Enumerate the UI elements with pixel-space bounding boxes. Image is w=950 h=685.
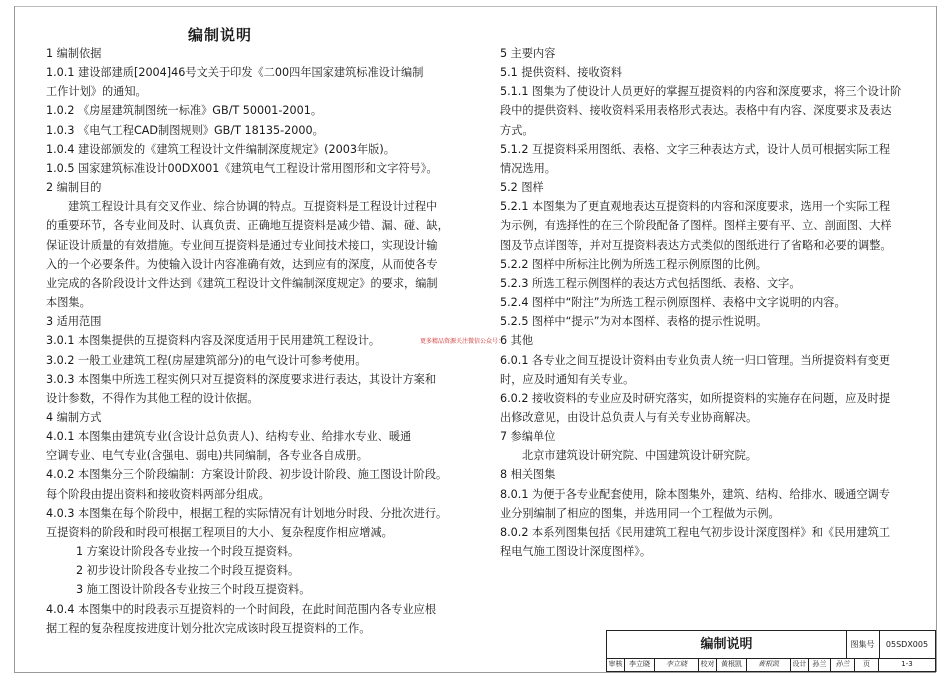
watermark-text: 更多精品资源关注微信公众号： <box>420 338 505 345</box>
proof-label: 校对 <box>699 658 717 671</box>
review-label: 审核 <box>607 658 625 671</box>
frame-right-line <box>936 6 937 672</box>
reviewer-name: 李立晓 <box>625 658 655 671</box>
text-line: 4 编制方式 <box>46 410 102 424</box>
text-line: 程电气施工图设计深度图样》。 <box>500 545 652 559</box>
design-label: 设计 <box>791 658 809 671</box>
text-line: 保证设计质量的有效措施。专业间互提资料是通过专业间技术接口，实现设计输 <box>46 238 438 252</box>
text-line: 互提资料的阶段和时段可根据工程项目的大小、复杂程度作相应增减。 <box>46 525 393 539</box>
text-line: 1 编制依据 <box>46 47 102 60</box>
text-line: 时，应及时通知有关专业。 <box>500 372 635 386</box>
atlas-number-label: 图集号 <box>846 631 880 659</box>
page-label: 页 <box>855 658 879 671</box>
title-block <box>606 630 936 672</box>
text-line: 为示例，有选择性的在三个阶段配备了图样。图样主要有平、立、剖面图、大样 <box>500 219 892 233</box>
text-line: 7 参编单位 <box>500 430 556 444</box>
text-line: 8.0.2 本系列图集包括《民用建筑工程电气初步设计深度图样》和《民用建筑工 <box>500 525 891 539</box>
signature-row <box>607 658 935 671</box>
text-line: 工作计划》的通知。 <box>46 85 147 99</box>
text-line: 2 初步设计阶段各专业按二个时段互提资料。 <box>76 564 300 578</box>
text-line: 业完成的各阶段设计文件达到《建筑工程设计文件编制深度规定》的要求，编制 <box>46 276 438 290</box>
text-line: 建筑工程设计具有交叉作业、综合协调的特点。互提资料是工程设计过程中 <box>68 200 438 214</box>
text-line: 空调专业、电气专业(含强电、弱电)共同编制，各专业各自成册。 <box>46 449 368 463</box>
text-line: 的重要环节，各专业间及时、认真负责、正确地互提资料是减少错、漏、碰、缺， <box>46 219 449 233</box>
atlas-number: 05SDX005 <box>879 631 935 659</box>
text-line: 5.2.1 本图集为了更直观地表达互提资料的内容和深度要求，选用一个实际工程 <box>500 200 891 214</box>
text-line: 3.0.2 一般工业建筑工程(房屋建筑部分)的电气设计可参考使用。 <box>46 353 367 367</box>
text-line: 5.1.1 图集为了使设计人员更好的掌握互提资料的内容和深度要求，将三个设计阶 <box>500 85 902 99</box>
text-line: 1.0.2 《房屋建筑制图统一标准》GB/T 50001-2001。 <box>46 104 323 118</box>
text-line: 6.0.1 各专业之间互提设计资料由专业负责人统一归口管理。当所提资料有变更 <box>500 353 891 367</box>
text-line: 方式。 <box>500 123 534 137</box>
text-line: 段中的提供资料、接收资料采用表格形式表达。表格中有内容、深度要求及表达 <box>500 104 892 118</box>
text-line: 1.0.3 《电气工程CAD制图规则》GB/T 18135-2000。 <box>46 123 324 137</box>
text-line: 3 施工图设计阶段各专业按三个时段互提资料。 <box>76 583 311 597</box>
page-title: 编制说明 <box>188 26 253 44</box>
text-line: 8 相关图集 <box>500 468 556 482</box>
text-line: 入的一个必要条件。为使输入设计内容准确有效，达到应有的深度，从而使各专 <box>46 257 438 271</box>
text-line: 1.0.5 国家建筑标准设计00DX001《建筑电气工程设计常用图形和文字符号》。 <box>46 161 438 175</box>
text-line: 4.0.4 本图集中的时段表示互提资料的一个时间段，在此时间范围内各专业应根 <box>46 602 437 616</box>
proofer-name: 黄根凯 <box>717 658 747 671</box>
designer-signature: 孙兰 <box>831 658 855 671</box>
text-line: 1.0.1 建设部建质[2004]46号文关于印发《二00四年国家建筑标准设计编制 <box>46 66 424 80</box>
text-line: 5 主要内容 <box>500 47 556 60</box>
frame-left-line <box>14 6 15 672</box>
text-line: 4.0.3 本图集在每个阶段中，根据工程的实际情况有计划地分时段、分批次进行。 <box>46 506 448 520</box>
text-line: 设计参数，不得作为其他工程的设计依据。 <box>46 391 259 405</box>
proofer-signature: 黄根凯 <box>747 658 791 671</box>
right-column <box>500 44 912 561</box>
text-line: 情况选用。 <box>500 161 556 175</box>
text-line: 5.1.2 互提资料采用图纸、表格、文字三种表达方式，设计人员可根据实际工程 <box>500 142 891 156</box>
title-block-title: 编制说明 <box>607 631 847 659</box>
text-line: 据工程的复杂程度按进度计划分批次完成该时段互提资料的工作。 <box>46 621 371 635</box>
text-line: 5.2.4 图样中“附注”为所选工程示例原图样、表格中文字说明的内容。 <box>500 296 846 310</box>
text-line: 6.0.2 接收资料的专业应及时研究落实，如所提资料的实施存在问题，应及时提 <box>500 391 891 405</box>
text-line: 本图集。 <box>46 296 91 310</box>
frame-bottom-line <box>14 672 936 673</box>
text-line: 4.0.1 本图集由建筑专业(含设计总负责人)、结构专业、给排水专业、暖通 <box>46 430 412 444</box>
text-line: 图及节点详图等，并对互提资料表达方式类似的图纸进行了省略和必要的调整。 <box>500 238 892 252</box>
reviewer-signature: 李立晓 <box>655 658 699 671</box>
text-line: 1.0.4 建设部颁发的《建筑工程设计文件编制深度规定》(2003年版)。 <box>46 142 395 156</box>
text-line: 5.2 图样 <box>500 181 544 195</box>
text-line: 5.2.2 图样中所标注比例为所选工程示例原图的比例。 <box>500 257 767 271</box>
text-line: 每个阶段由提出资料和接收资料两部分组成。 <box>46 487 270 501</box>
text-line: 3.0.3 本图集中所选工程实例只对互提资料的深度要求进行表达，其设计方案和 <box>46 372 437 386</box>
left-column <box>46 44 460 638</box>
text-line: 1 方案设计阶段各专业按一个时段互提资料。 <box>76 545 300 559</box>
text-line: 3.0.1 本图集提供的互提资料内容及深度适用于民用建筑工程设计。 <box>46 334 381 348</box>
text-line: 5.1 提供资料、接收资料 <box>500 66 623 80</box>
text-line: 北京市建筑设计研究院、中国建筑设计研究院。 <box>522 449 757 463</box>
text-line: 2 编制目的 <box>46 181 102 195</box>
text-line: 8.0.1 为便于各专业配套使用，除本图集外，建筑、结构、给排水、暖通空调专 <box>500 487 891 501</box>
designer-name: 孙兰 <box>809 658 831 671</box>
text-line: 出修改意见，由设计总负责人与有关专业协商解决。 <box>500 410 758 424</box>
page-number: 1-3 <box>901 660 913 668</box>
text-line: 4.0.2 本图集分三个阶段编制：方案设计阶段、初步设计阶段、施工图设计阶段。 <box>46 468 448 482</box>
text-line: 业分别编制了相应的图集，并选用同一个工程做为示例。 <box>500 506 780 520</box>
text-line: 5.2.5 图样中“提示”为对本图样、表格的提示性说明。 <box>500 315 768 329</box>
text-line: 3 适用范围 <box>46 315 102 329</box>
text-line: 5.2.3 所选工程示例图样的表达方式包括图纸、表格、文字。 <box>500 276 801 290</box>
text-line: 6 其他 <box>500 334 534 348</box>
frame-top-line <box>14 6 936 7</box>
